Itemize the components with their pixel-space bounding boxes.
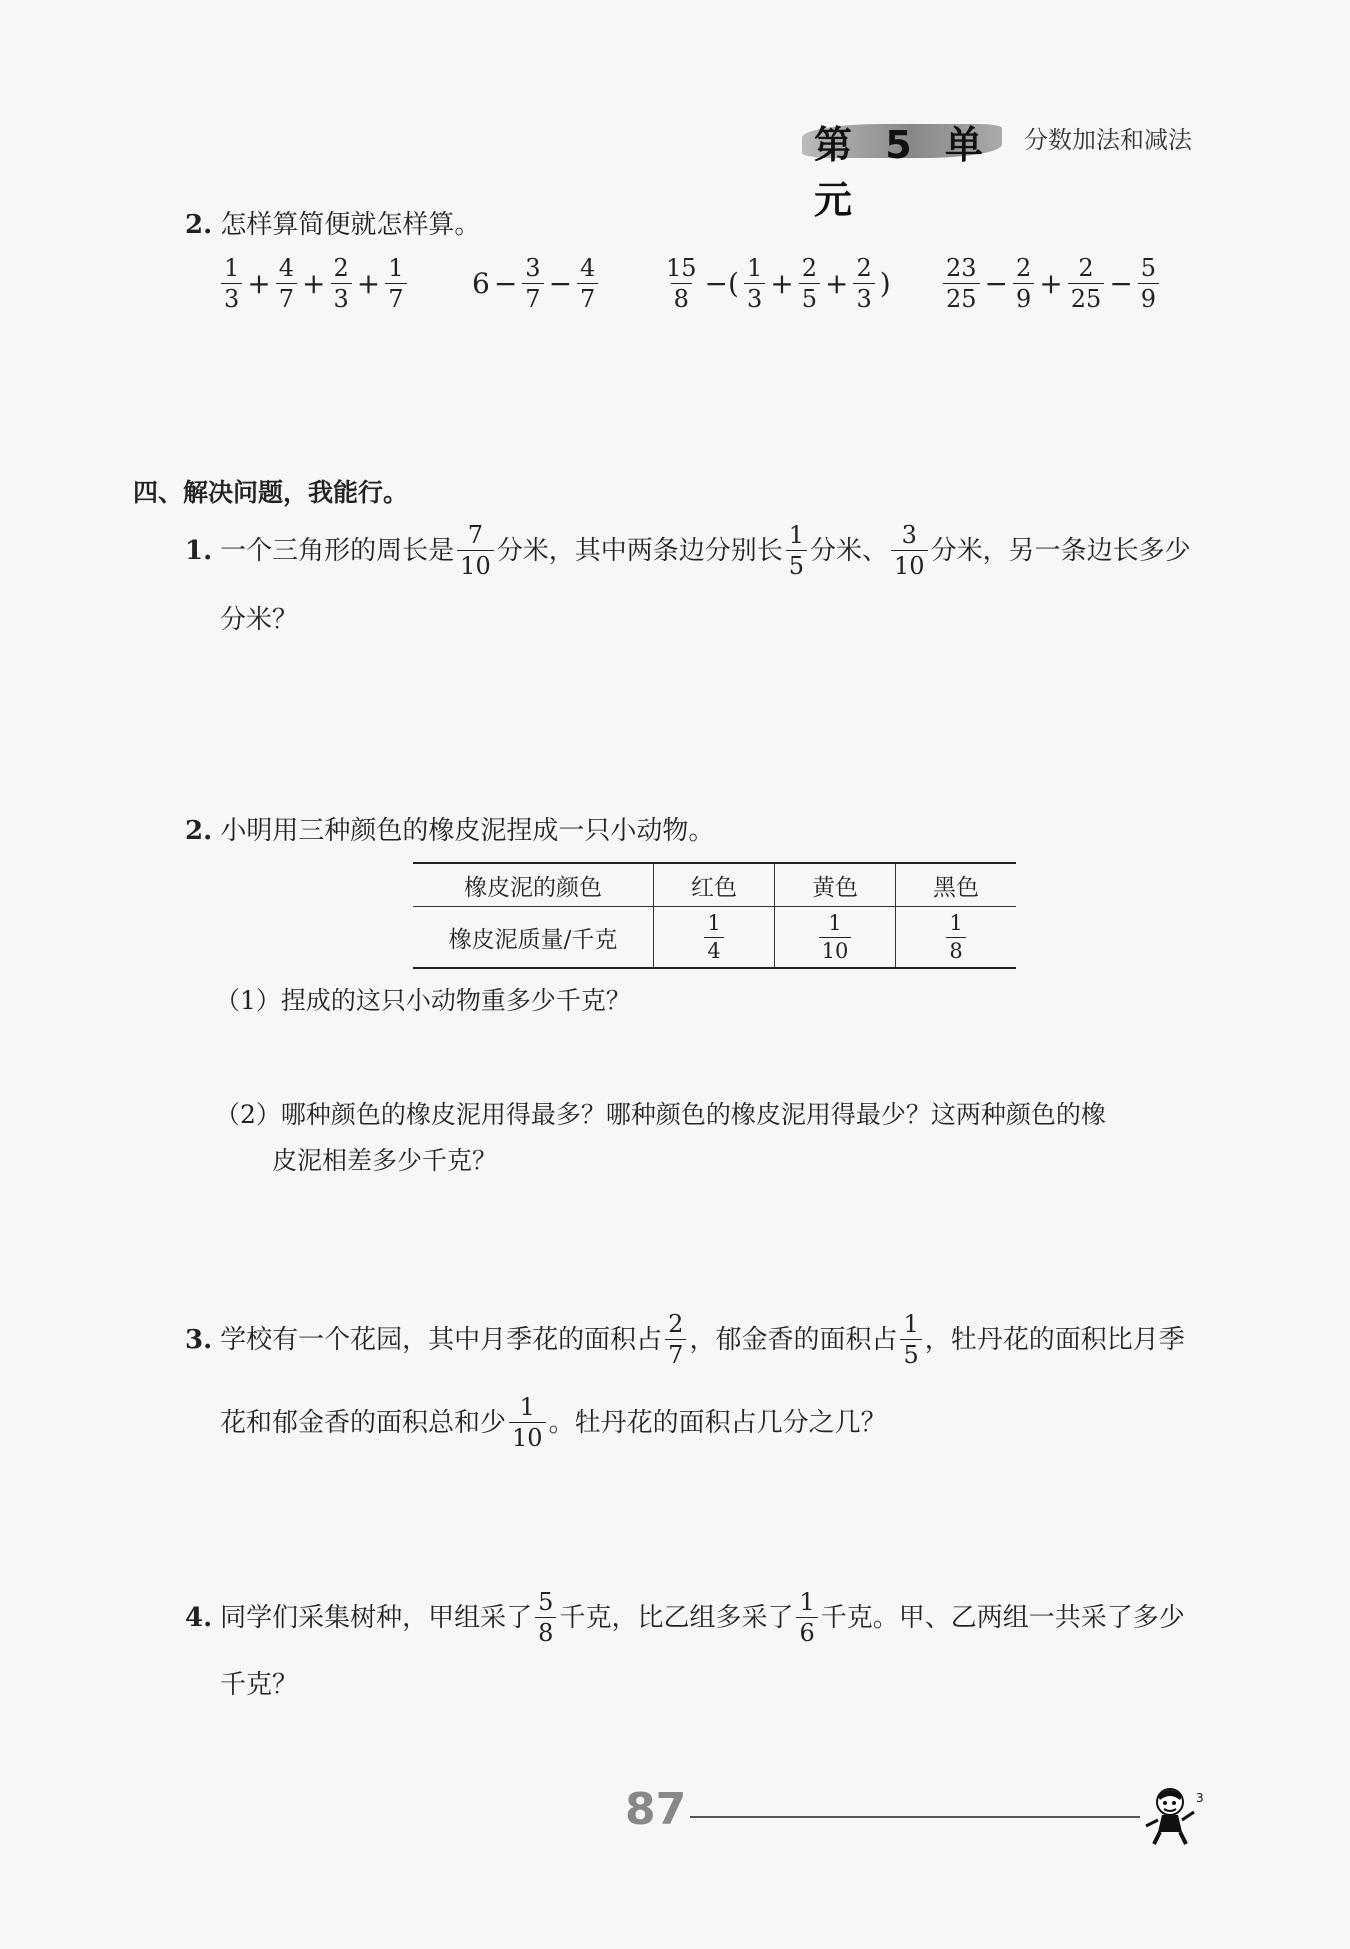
fraction <box>943 256 980 311</box>
denominator: 7 <box>276 283 297 311</box>
denominator: 5 <box>900 1339 921 1367</box>
numerator: 1 <box>949 910 963 935</box>
numerator: 1 <box>788 521 805 549</box>
question-number: 2. <box>185 816 213 846</box>
fraction <box>786 523 807 578</box>
fraction <box>331 256 352 311</box>
problem-3-line2 <box>220 1395 887 1450</box>
problem-4 <box>185 1590 1185 1645</box>
problem-text: 分米，另一条边长多少 <box>930 535 1191 566</box>
question-number: 1. <box>185 535 213 566</box>
denominator: 25 <box>943 283 980 311</box>
denominator: 10 <box>819 937 852 962</box>
table-header-cell: 红色 <box>654 863 775 907</box>
denominator: 7 <box>385 283 406 311</box>
fraction <box>1068 256 1105 311</box>
problem-text: 花和郁金香的面积总和少 <box>220 1407 507 1438</box>
fraction <box>385 256 406 311</box>
numerator: 2 <box>856 254 872 282</box>
operator: − <box>548 267 573 300</box>
numerator: 5 <box>538 1588 554 1616</box>
problem-text: ，郁金香的面积占 <box>689 1324 898 1355</box>
denominator: 5 <box>799 283 820 311</box>
denominator: 8 <box>535 1617 556 1645</box>
operator: + <box>247 267 271 300</box>
unit-title: 第 5 单元 <box>814 123 993 222</box>
table-cell <box>896 907 1017 969</box>
problem-text: 一个三角形的周长是 <box>220 535 455 566</box>
fraction <box>744 256 765 311</box>
fraction <box>819 910 852 963</box>
problem-text: 分米、 <box>810 535 889 566</box>
operator: ) <box>879 267 891 300</box>
problem-3 <box>185 1312 1185 1367</box>
fraction <box>535 1590 556 1645</box>
numerator: 1 <box>224 254 240 282</box>
fraction <box>704 910 723 963</box>
table-row <box>413 907 1016 969</box>
table-header-cell: 橡皮泥的颜色 <box>413 863 654 907</box>
fraction <box>891 523 928 578</box>
numerator: 1 <box>903 1310 919 1338</box>
denominator: 25 <box>1068 283 1105 311</box>
calc-question <box>185 212 480 238</box>
problem-text: 千克，比乙组多采了 <box>559 1602 794 1633</box>
problem-text: 分米，其中两条边分别长 <box>496 535 783 566</box>
fraction <box>663 256 700 311</box>
problem-text: 同学们采集树种，甲组采了 <box>220 1602 533 1633</box>
denominator: 7 <box>577 283 598 311</box>
operator: + <box>1039 267 1063 300</box>
problem-text: 学校有一个花园，其中月季花的面积占 <box>220 1324 663 1355</box>
table-header-cell: 黄色 <box>775 863 896 907</box>
problem-1 <box>185 523 1191 578</box>
denominator: 6 <box>796 1617 817 1645</box>
numerator: 2 <box>801 254 817 282</box>
question-number: 3. <box>185 1324 213 1355</box>
denominator: 10 <box>509 1422 546 1450</box>
fraction <box>1013 256 1034 311</box>
question-number: 4. <box>185 1602 213 1633</box>
sub-question-1: （1）捏成的这只小动物重多少千克？ <box>215 986 631 1015</box>
numerator: 2 <box>1016 254 1032 282</box>
denominator: 3 <box>221 283 242 311</box>
operator: − <box>493 267 518 300</box>
expression-1 <box>218 256 410 311</box>
operator: − <box>1109 267 1133 300</box>
numerator: 23 <box>946 254 977 282</box>
numerator: 1 <box>388 254 404 282</box>
numerator: 1 <box>707 910 721 935</box>
operator: −( <box>704 267 739 300</box>
fraction <box>577 256 598 311</box>
numerator: 3 <box>525 254 541 282</box>
numerator: 2 <box>333 254 349 282</box>
table-row-label: 橡皮泥质量/千克 <box>448 926 618 953</box>
numerator: 5 <box>1140 254 1157 282</box>
denominator: 7 <box>522 283 543 311</box>
denominator: 3 <box>331 283 352 311</box>
table-header-cell: 黑色 <box>896 863 1017 907</box>
numerator: 7 <box>467 521 484 549</box>
problem-text: 。牡丹花的面积占几分之几？ <box>548 1407 887 1438</box>
numerator: 1 <box>519 1393 535 1421</box>
denominator: 10 <box>891 550 928 578</box>
operator: + <box>770 267 794 300</box>
unit-banner <box>802 110 1002 222</box>
fraction <box>853 256 874 311</box>
fraction <box>799 256 820 311</box>
fraction <box>221 256 242 311</box>
denominator: 9 <box>1013 283 1034 311</box>
sub-question-2-line2: 皮泥相差多少千克？ <box>272 1146 498 1175</box>
denominator: 3 <box>853 283 874 311</box>
sub-question-2-line1: （2）哪种颜色的橡皮泥用得最多？哪种颜色的橡皮泥用得最少？这两种颜色的橡 <box>215 1100 1106 1129</box>
table-cell <box>775 907 896 969</box>
problem-text-line2: 分米？ <box>220 605 299 635</box>
denominator: 3 <box>744 283 765 311</box>
table-cell <box>654 907 775 969</box>
numerator: 4 <box>580 254 596 282</box>
denominator: 8 <box>946 937 965 962</box>
unit-subtitle: 分数加法和减法 <box>1024 126 1192 154</box>
denominator: 7 <box>665 1339 686 1367</box>
question-number: 2. <box>185 210 213 240</box>
numerator: 4 <box>278 254 295 282</box>
problem-text: ，牡丹花的面积比月季 <box>924 1324 1185 1355</box>
numerator: 1 <box>746 254 763 282</box>
denominator: 10 <box>457 550 494 578</box>
problem-text: 小明用三种颜色的橡皮泥捏成一只小动物。 <box>220 816 715 846</box>
fraction <box>796 1590 817 1645</box>
denominator: 8 <box>671 283 692 311</box>
expression-4 <box>940 256 1162 311</box>
fraction <box>900 1312 921 1367</box>
fraction <box>665 1312 686 1367</box>
numerator: 1 <box>828 910 842 935</box>
denominator: 9 <box>1138 283 1159 311</box>
fraction <box>946 910 965 963</box>
expression-3 <box>660 256 893 311</box>
numerator: 3 <box>901 521 917 549</box>
fraction <box>1138 256 1159 311</box>
numerator: 2 <box>668 1310 684 1338</box>
denominator: 5 <box>786 550 807 578</box>
clay-mass-table <box>413 862 1016 969</box>
numerator: 1 <box>799 1588 815 1616</box>
numerator: 15 <box>666 254 697 282</box>
svg-text:3: 3 <box>1196 1791 1204 1805</box>
operator: − <box>984 267 1009 300</box>
problem-2 <box>185 818 714 844</box>
operator: + <box>824 267 849 300</box>
expression-2 <box>470 256 601 311</box>
numerator: 2 <box>1078 254 1094 282</box>
section-heading: 四、解决问题，我能行。 <box>133 478 409 507</box>
operator: + <box>356 267 381 300</box>
fraction <box>457 523 494 578</box>
problem-4-line2: 千克？ <box>220 1670 299 1700</box>
problem-text: 千克。甲、乙两组一共采了多少 <box>820 1602 1185 1633</box>
fraction <box>276 256 297 311</box>
operator: + <box>302 267 326 300</box>
page-number: 87 <box>625 1784 687 1835</box>
denominator: 4 <box>704 937 723 962</box>
cartoon-mascot-icon <box>1140 1782 1210 1852</box>
operator: 6 <box>472 267 490 300</box>
fraction <box>522 256 543 311</box>
table-header-row <box>413 863 1016 907</box>
question-text: 怎样算简便就怎样算。 <box>220 210 481 240</box>
fraction <box>509 1395 546 1450</box>
footer-rule <box>690 1816 1140 1818</box>
